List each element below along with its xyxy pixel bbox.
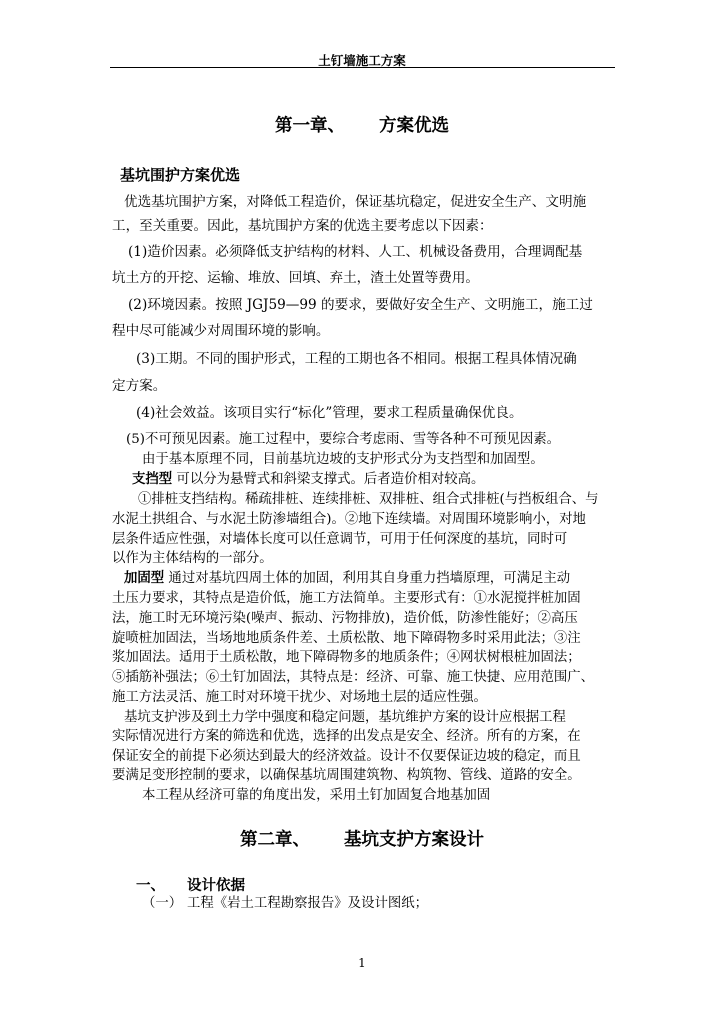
chapter-1-heading [0, 112, 724, 137]
paragraph-line: (2)环境因素。按照 JGJ59—99 的要求，要做好安全生产、文明施工，施工过 [128, 297, 593, 313]
paragraph-line: 优选基坑围护方案，对降低工程造价，保证基坑稳定，促进安全生产、文明施 [124, 194, 587, 210]
support-type-line: 以作为主体结构的一部分。 [112, 551, 273, 566]
paragraph-line: (5)不可预见因素。施工过程中，要综合考虑雨、雪等各种不可预见因素。 [126, 432, 561, 447]
support-type-text: 可以分为悬臂式和斜梁支撑式。后者造价相对较高。 [172, 472, 485, 487]
support-type-line: ①排桩支挡结构。稀疏排桩、连续排桩、双排桩、组合式排桩(与挡板组合、与 [138, 492, 599, 507]
paragraph-line: (1)造价因素。必须降低支护结构的材料、人工、机械设备费用，合理调配基 [128, 244, 583, 260]
reinforce-type-label: 加固型 [124, 571, 165, 586]
reinforce-type-line: 土压力要求，其特点是造价低，施工方法简单。主要形式有：①水泥搅拌桩加固 [112, 591, 581, 606]
paragraph-line: 程中尽可能减少对周围环境的影响。 [112, 323, 330, 339]
reinforce-type-line: 施工方法灵活、施工时对环境干扰少、对场地土层的适应性强。 [112, 690, 487, 705]
paragraph-line: 由于基本原理不同，目前基坑边坡的支护形式分为支挡型和加固型。 [142, 452, 544, 467]
reinforce-type-intro [124, 571, 570, 587]
chapter-2-title: 基坑支护方案设计 [344, 830, 484, 850]
support-type-line: 水泥土拱组合、与水泥土防渗墙组合)。②地下连续墙。对周围环境影响小，对地 [112, 512, 586, 527]
paragraph-line: 定方案。 [112, 378, 167, 394]
chapter-1-title: 方案优选 [379, 116, 449, 136]
chapter-2-heading [0, 826, 724, 851]
design-paragraph-line: 基坑支护涉及到土力学中强度和稳定问题，基坑维护方案的设计应根据工程 [124, 710, 566, 725]
support-type-label: 支挡型 [132, 472, 173, 487]
item-1-number: （一） [142, 896, 183, 911]
design-paragraph-line: 保证安全的前提下必须达到最大的经济效益。设计不仅要保证边坡的稳定，而且 [112, 749, 581, 764]
paragraph-line: (3)工期。不同的围护形式，工程的工期也各不相同。根据工程具体情况确 [136, 351, 577, 367]
support-type-line: 层条件适应性强，对墙体长度可以任意调节，可用于任何深度的基坑，同时可 [112, 532, 568, 547]
design-paragraph-line: 实际情况进行方案的筛选和优选，选择的出发点是安全、经济。所有的方案，在 [112, 729, 581, 744]
page-number: 1 [358, 956, 366, 970]
paragraph-line: 工，至关重要。因此，基坑围护方案的优选主要考虑以下因素： [112, 218, 493, 234]
reinforce-type-text: 通过对基坑四周土体的加固，利用其自身重力挡墙原理，可满足主动 [164, 571, 571, 586]
reinforce-type-line: 法，施工时无环境污染(噪声、振动、污物排放)，造价低，防渗性能好；②高压 [112, 611, 578, 626]
section-title-scheme-selection: 基坑围护方案优选 [120, 166, 241, 184]
design-paragraph-line: 本工程从经济可靠的角度出发，采用土钉加固复合地基加固 [142, 788, 491, 803]
chapter-2-number: 第二章、 [240, 830, 310, 850]
reinforce-type-line: 浆加固法。适用于土质松散，地下障碍物多的地质条件；④网状树根桩加固法； [112, 650, 581, 665]
paragraph-line: 坑土方的开挖、运输、堆放、回填、弃土，渣土处置等费用。 [112, 270, 480, 286]
reinforce-type-line: 旋喷桩加固法，当场地地质条件差、土质松散、地下障碍物多时采用此法；③注 [112, 631, 581, 646]
item-1-text: 工程《岩土工程勘察报告》及设计图纸； [187, 896, 429, 911]
chapter-1-number: 第一章、 [275, 116, 345, 136]
header-divider [110, 67, 615, 68]
paragraph-line: (4)社会效益。该项目实行“标化”管理，要求工程质量确保优良。 [136, 405, 523, 421]
reinforce-type-line: ⑤插筋补强法；⑥土钉加固法，其特点是：经济、可靠、施工快捷、应用范围广、 [112, 670, 595, 685]
design-paragraph-line: 要满足变形控制的要求，以确保基坑周围建筑物、构筑物、管线、道路的安全。 [112, 768, 581, 783]
section-2-title: 设计依据 [187, 878, 245, 894]
section-2-number: 一、 [136, 878, 165, 894]
support-type-intro [132, 472, 484, 488]
page-header-title: 土钉墙施工方案 [318, 53, 406, 68]
